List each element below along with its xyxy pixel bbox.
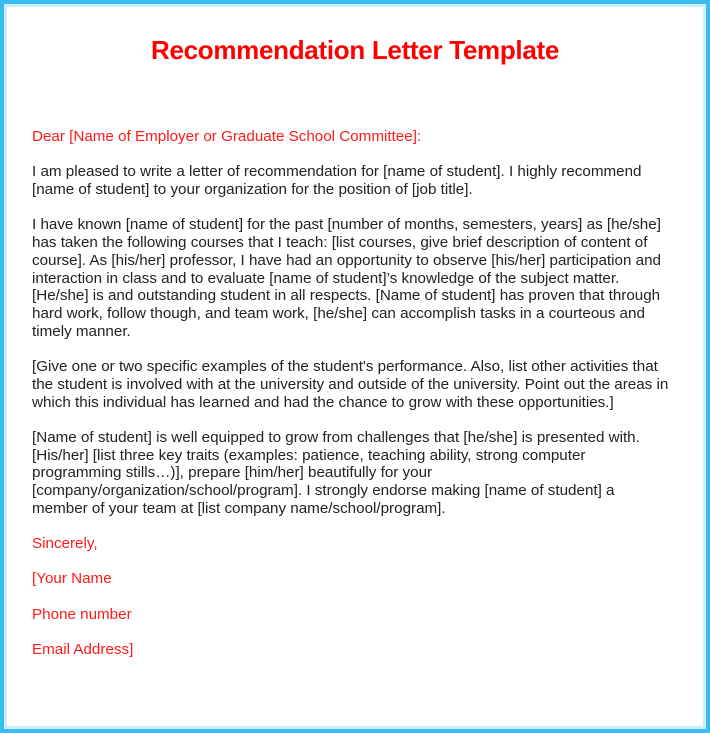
paragraph-examples: [Give one or two specific examples of the student's performance. Also, list other activities that the student is involved with at the university and outside of the university. Point out the areas in which this individual has learned and had the chance to grow with these opportunities.]	[32, 358, 669, 411]
signature-name: [Your Name	[32, 570, 112, 588]
paragraph-endorsement: [Name of student] is well equipped to grow from challenges that [he/she] is presented with. [His/her] [list three key traits (examples: patience, teaching ability, strong computer programming stills…)], prepare [him/her] beautifully for your [company/organization/school/program]. I strongly endorse making [name of student] a member of your team at [list company name/school/program].	[32, 428, 640, 517]
signature-email: Email Address]	[32, 641, 134, 659]
letter-body	[32, 128, 672, 677]
salutation: Dear [Name of Employer or Graduate School Committee]:	[32, 128, 422, 145]
letter-page	[4, 4, 706, 729]
paragraph-intro: I am pleased to write a letter of recommendation for [name of student]. I highly recommend [name of student] to your organization for the position of [job title].	[32, 163, 642, 199]
paragraph-background: I have known [name of student] for the past [number of months, semesters, years] as [he/she] has taken the following courses that I teach: [list courses, give brief description of content of course]. As [his/her] professor, I have had an opportunity to observe [his/her] participation and interaction in class and to evaluate [name of student]’s knowledge of the subject matter. [He/she] is and outstanding student in all respects. [Name of student] has proven that through hard work, follow though, and team work, [he/she] can accomplish tasks in a courteous and timely manner.	[32, 216, 661, 340]
page-title: Recommendation Letter Template	[150, 35, 560, 65]
closing: Sincerely,	[32, 535, 98, 553]
signature-phone: Phone number	[32, 605, 132, 623]
